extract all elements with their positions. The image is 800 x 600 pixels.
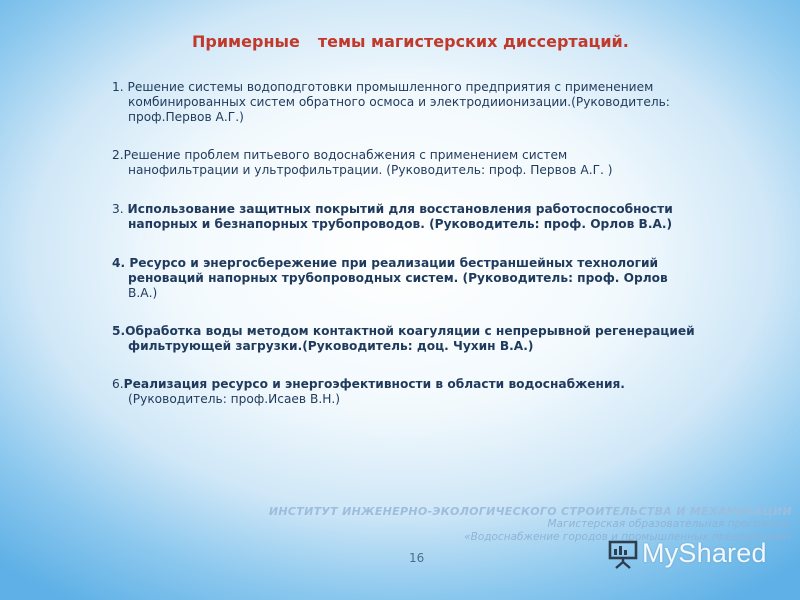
page-number: 16 bbox=[409, 551, 425, 565]
topic-3-line-1-text: Использование защитных покрытий для восстановления работоспособности bbox=[127, 202, 673, 216]
topic-item-6 bbox=[112, 377, 762, 407]
topic-5-line-1-text: 5.Обработка воды методом контактной коагуляции с непрерывной регенерацией bbox=[112, 324, 695, 338]
topic-3-line-2-text: напорных и безнапорных трубопроводов. (Руководитель: проф. Орлов В.А.) bbox=[128, 217, 673, 231]
institute-name: ИНСТИТУТ ИНЖЕНЕРНО-ЭКОЛОГИЧЕСКОГО СТРОИТЕЛЬСТВА И МЕХАНИЗАЦИИ bbox=[268, 505, 792, 518]
slide-title-part1: Примерные bbox=[192, 32, 300, 51]
topic-4-line-1 bbox=[112, 256, 762, 271]
topic-1-line-3: проф.Первов А.Г.) bbox=[128, 110, 244, 124]
topic-3-prefix: 3. bbox=[112, 202, 128, 216]
slide-title-part2: темы магистерских диссертаций. bbox=[317, 32, 629, 51]
topic-3-line-2 bbox=[112, 217, 762, 232]
topic-2-line-1: 2.Решение проблем питьевого водоснабжения с применением систем bbox=[112, 148, 568, 162]
topic-1-line-2: комбинированных систем обратного осмоса и электродиионизации.(Руководитель: bbox=[128, 95, 670, 109]
topic-4-line-3: В.А.) bbox=[128, 286, 158, 300]
program-name: «Водоснабжение городов и промышленных предприятий» bbox=[464, 531, 792, 543]
watermark-text: MyShared bbox=[642, 538, 767, 568]
topic-5-line-1 bbox=[112, 324, 762, 339]
topic-item-5 bbox=[112, 324, 762, 354]
program-label: Магистерская образовательная программа: bbox=[547, 518, 792, 530]
topic-6-line-2: (Руководитель: проф.Исаев В.Н.) bbox=[128, 392, 340, 406]
topic-6-prefix: 6. bbox=[112, 377, 124, 391]
topic-4-line-1-text: 4. Ресурсо и энергосбережение при реализации бестраншейных технологий bbox=[112, 256, 659, 270]
topic-item-3 bbox=[112, 202, 762, 232]
topic-4-line-2 bbox=[112, 271, 762, 286]
topic-2-line-2: нанофильтрации и ультрофильтрации. (Руководитель: проф. Первов А.Г. ) bbox=[128, 163, 613, 177]
topic-3-line-1 bbox=[112, 202, 762, 217]
topics-list bbox=[112, 80, 762, 429]
topic-5-line-2-text: фильтрующей загрузки.(Руководитель: доц. Чухин В.А.) bbox=[128, 339, 534, 353]
topic-1-line-1: 1. Решение системы водоподготовки промышленного предприятия с применением bbox=[112, 80, 654, 94]
topic-item-2 bbox=[112, 148, 762, 178]
topic-6-line-1-text: Реализация ресурсо и энергоэфективности в области водоснабжения. bbox=[123, 377, 625, 391]
topic-5-line-2 bbox=[112, 339, 762, 354]
presentation-board-icon bbox=[608, 539, 638, 569]
topic-item-1 bbox=[112, 80, 762, 125]
myshared-watermark bbox=[608, 538, 767, 569]
slide-title bbox=[192, 32, 629, 51]
topic-item-4 bbox=[112, 256, 762, 301]
topic-4-line-2-text: реноваций напорных трубопроводных систем. (Руководитель: проф. Орлов bbox=[128, 271, 668, 285]
topic-6-line-1 bbox=[112, 377, 762, 392]
